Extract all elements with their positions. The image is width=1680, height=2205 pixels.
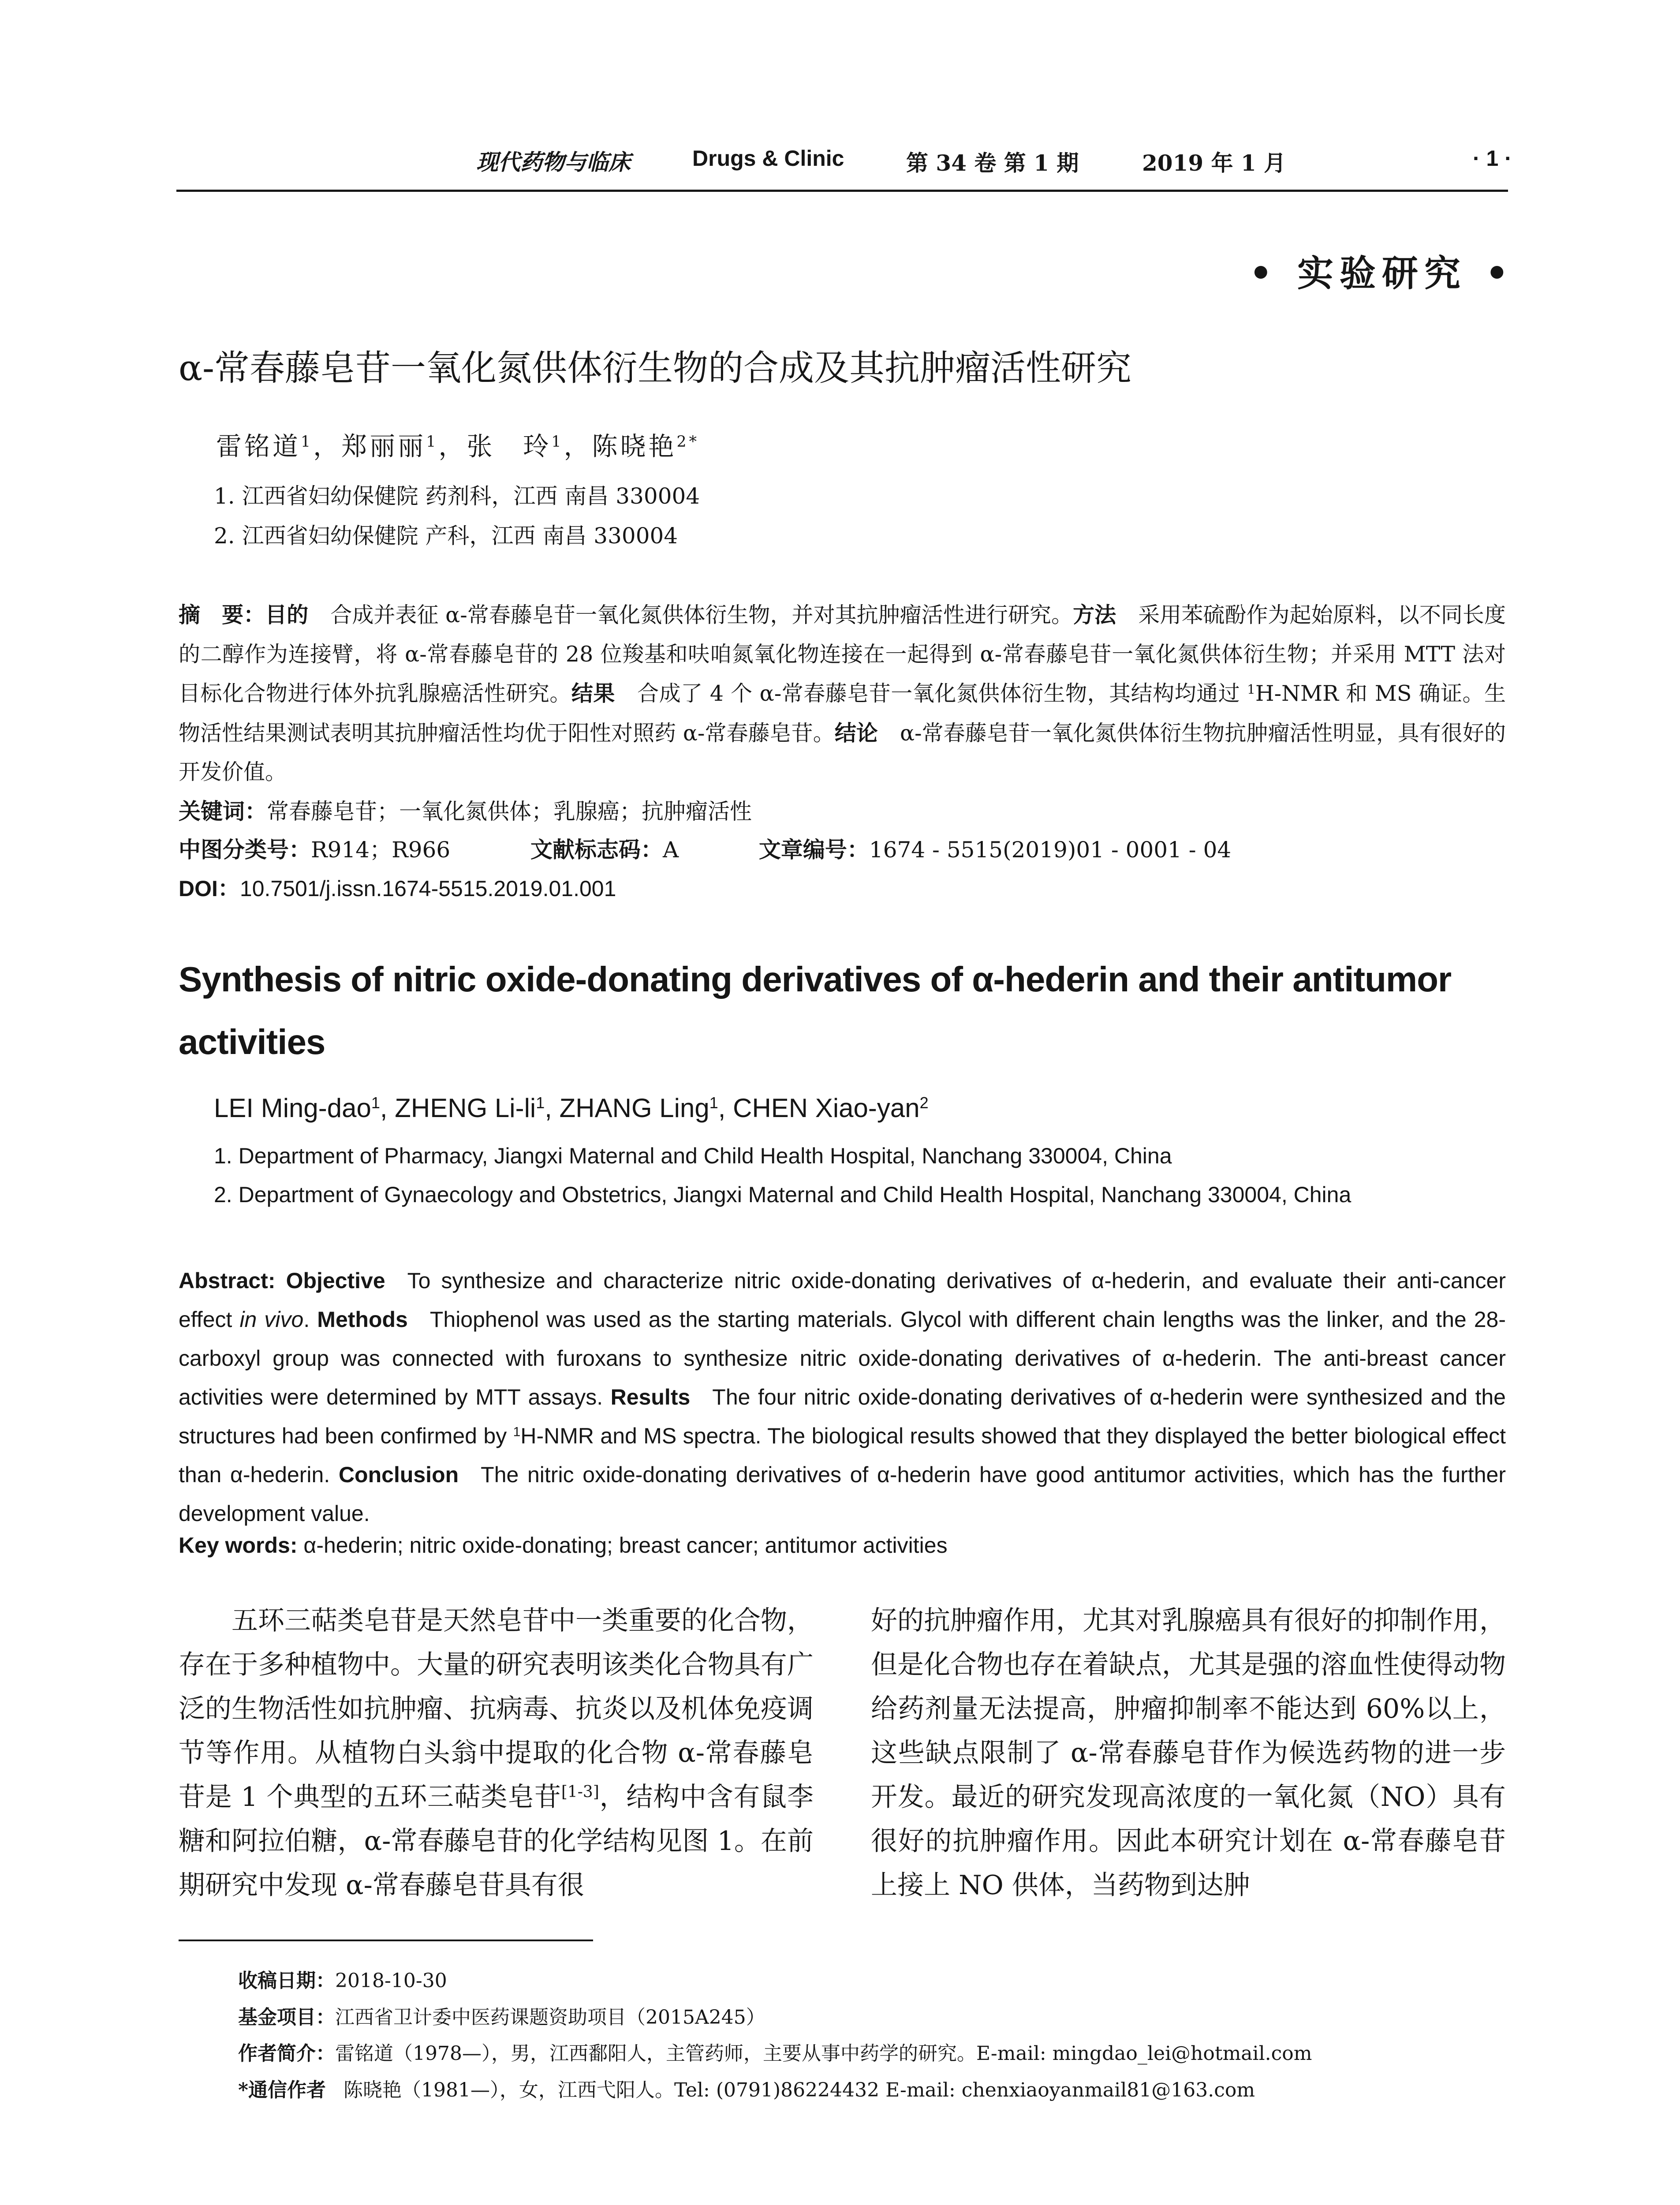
author-name: 雷铭道 bbox=[216, 431, 301, 461]
separator: , bbox=[380, 1093, 395, 1123]
affiliation-en: 1. Department of Pharmacy, Jiangxi Maternal and Child Health Hospital, Nanchang 330004, China bbox=[214, 1144, 1172, 1168]
footnote-label: *通信作者 bbox=[238, 2079, 326, 2101]
affiliation-mark: 2* bbox=[676, 433, 700, 451]
methods-text: 采用苯硫酚作为起始原料，以不同长度的二醇作为连接臂，将 α-常春藤皂苷的 28 位羧基和呋咱氮氧化物连接在一起得到 α-常春藤皂苷一氧化氮供体衍生物；并采用 MTT 法对目标化合物进行体外抗乳腺癌活性研究。 bbox=[179, 602, 1506, 706]
author-name: ZHANG Ling bbox=[559, 1093, 709, 1123]
clc-label: 中图分类号： bbox=[179, 837, 311, 863]
footnote-author-bio bbox=[238, 2037, 1312, 2066]
affiliation-mark: 2 bbox=[919, 1094, 929, 1112]
abstract-en bbox=[179, 1261, 1506, 1533]
affiliation-mark: 1 bbox=[371, 1094, 380, 1112]
footnote-label: 作者简介： bbox=[238, 2042, 335, 2065]
separator: ， bbox=[438, 431, 467, 461]
affiliation-mark: 1 bbox=[536, 1094, 545, 1112]
separator: , bbox=[718, 1093, 733, 1123]
citation-ref: [1-3] bbox=[561, 1783, 599, 1801]
section-label: • 实验研究 • bbox=[1249, 252, 1515, 295]
doc-code-value: A bbox=[662, 837, 679, 863]
author-name: 张 玲 bbox=[467, 431, 552, 461]
keywords-en bbox=[179, 1532, 948, 1558]
separator: ， bbox=[564, 431, 592, 461]
doi-value: 10.7501/j.issn.1674-5515.2019.01.001 bbox=[239, 876, 616, 901]
article-number-label: 文章编号： bbox=[758, 837, 869, 863]
methods-text: Thiophenol was used as the starting materials. Glycol with different chain lengths was the linker, and the 28-carboxyl group was connected with furoxans to synthesize nitric oxide-donating derivatives of α-hederin. The anti-breast cancer activities were determined by MTT assays. bbox=[179, 1307, 1506, 1409]
doc-code-label: 文献标志码： bbox=[530, 837, 663, 863]
footnote-label: 收稿日期： bbox=[238, 1970, 335, 1992]
objective-label: 目的 bbox=[265, 602, 309, 628]
objective-text: 合成并表征 α-常春藤皂苷一氧化氮供体衍生物，并对其抗肿瘤活性进行研究。 bbox=[330, 602, 1073, 628]
objective-label: Objective bbox=[286, 1268, 385, 1293]
results-label: 结果 bbox=[571, 680, 615, 706]
footnote-text: 江西省卫计委中医药课题资助项目（2015A245） bbox=[335, 2006, 765, 2029]
superscript: 1 bbox=[1247, 681, 1255, 697]
abstract-label: 摘 要： bbox=[179, 602, 265, 628]
article-number-value: 1674 - 5515(2019)01 - 0001 - 04 bbox=[869, 837, 1232, 863]
objective-text: . bbox=[303, 1307, 310, 1332]
author-list-cn bbox=[216, 426, 699, 463]
keywords-cn bbox=[179, 794, 752, 826]
affiliation-mark: 1 bbox=[709, 1094, 718, 1112]
page-number: · 1 · bbox=[1473, 146, 1512, 171]
footnote-received bbox=[238, 1965, 447, 1993]
article-title-cn: α-常春藤皂苷一氧化氮供体衍生物的合成及其抗肿瘤活性研究 bbox=[179, 348, 1132, 389]
objective-text: To synthesize and characterize nitric oxide-donating derivatives of α-hederin, and evaluate their anti-cancer effect bbox=[179, 1268, 1506, 1332]
separator: , bbox=[545, 1093, 560, 1123]
results-text: H-NMR 和 MS 确证。生物活性结果测试表明其抗肿瘤活性均优于阳性对照药 α-常春藤皂苷。 bbox=[179, 681, 1506, 746]
journal-name-cn: 现代药物与临床 bbox=[476, 149, 631, 175]
methods-label: Methods bbox=[317, 1307, 408, 1332]
body-text: 五环三萜类皂苷是天然皂苷中一类重要的化合物，存在于多种植物中。大量的研究表明该类化合物具有广泛的生物活性如抗肿瘤、抗病毒、抗炎以及机体免疫调节等作用。从植物白头翁中提取的化合物 α-常春藤皂苷是 1 个典型的五环三萜类皂苷 bbox=[179, 1605, 814, 1813]
issue-date: 2019 年 1 月 bbox=[1142, 150, 1286, 176]
footnote-text: 陈晓艳（1981—），女，江西弋阳人。Tel: (0791)86224432 E-mail: chenxiaoyanmail81@163.com bbox=[343, 2079, 1255, 2101]
author-name: ZHENG Li-li bbox=[395, 1093, 536, 1123]
classification-line bbox=[179, 832, 1231, 864]
footnote-fund bbox=[238, 2001, 765, 2029]
methods-label: 方法 bbox=[1073, 602, 1116, 628]
conclusion-text: The nitric oxide-donating derivatives of α-hederin have good antitumor activities, which has the further development value. bbox=[179, 1462, 1506, 1526]
results-text: The four nitric oxide-donating derivatives of α-hederin were synthesized and the structures had been confirmed by bbox=[179, 1385, 1506, 1448]
body-column-right: 好的抗肿瘤作用，尤其对乳腺癌具有很好的抑制作用，但是化合物也存在着缺点，尤其是强的溶血性使得动物给药剂量无法提高，肿瘤抑制率不能达到 60%以上，这些缺点限制了 α-常春藤皂苷作为候选药物的进一步开发。最近的研究发现高浓度的一氧化氮（NO）具有很好的抗肿瘤作用。因此本研究计划在 α-常春藤皂苷上接上 NO 供体，当药物到达肿 bbox=[871, 1605, 1506, 1901]
objective-italic: in vivo bbox=[239, 1307, 304, 1332]
affiliation-en: 2. Department of Gynaecology and Obstetrics, Jiangxi Maternal and Child Health Hospital, Nanchang 330004, China bbox=[214, 1182, 1351, 1207]
author-name: 陈晓艳 bbox=[592, 431, 677, 461]
footnote-text: 2018-10-30 bbox=[335, 1970, 447, 1992]
affiliation-mark: 1 bbox=[301, 433, 314, 451]
footnote-divider bbox=[179, 1940, 593, 1941]
author-name: CHEN Xiao-yan bbox=[733, 1093, 920, 1123]
footnote-corresponding bbox=[238, 2074, 1255, 2102]
superscript: 1 bbox=[513, 1424, 521, 1439]
journal-name-en: Drugs & Clinic bbox=[692, 146, 844, 171]
author-name: LEI Ming-dao bbox=[214, 1093, 371, 1123]
volume-issue: 第 34 卷 第 1 期 bbox=[906, 150, 1079, 176]
footnote-label: 基金项目： bbox=[238, 2006, 335, 2029]
keywords-text: α-hederin; nitric oxide-donating; breast cancer; antitumor activities bbox=[303, 1533, 948, 1558]
affiliation-mark: 1 bbox=[551, 433, 564, 451]
results-label: Results bbox=[610, 1385, 691, 1409]
separator: ， bbox=[313, 431, 342, 461]
abstract-cn bbox=[179, 595, 1506, 792]
keywords-label: 关键词： bbox=[179, 798, 267, 824]
conclusion-text: α-常春藤皂苷一氧化氮供体衍生物抗肿瘤活性明显，具有很好的开发价值。 bbox=[179, 720, 1506, 785]
keywords-text: 常春藤皂苷；一氧化氮供体；乳腺癌；抗肿瘤活性 bbox=[267, 799, 752, 824]
conclusion-label: 结论 bbox=[834, 720, 878, 746]
keywords-label: Key words: bbox=[179, 1533, 298, 1558]
author-name: 郑丽丽 bbox=[341, 431, 426, 461]
affiliation-cn: 1. 江西省妇幼保健院 药剂科，江西 南昌 330004 bbox=[214, 483, 700, 509]
doi-line bbox=[179, 871, 616, 903]
clc-value: R914；R966 bbox=[311, 837, 451, 863]
footnote-text: 雷铭道（1978—），男，江西鄱阳人，主管药师，主要从事中药学的研究。E-mail: mingdao_lei@hotmail.com bbox=[335, 2042, 1312, 2065]
author-list-en bbox=[214, 1093, 929, 1123]
body-column-left bbox=[179, 1599, 814, 1907]
running-header bbox=[176, 132, 1512, 192]
abstract-label: Abstract: bbox=[179, 1268, 276, 1293]
doi-label: DOI： bbox=[179, 876, 240, 901]
article-title-en: Synthesis of nitric oxide-donating derivatives of α-hederin and their antitumor activities bbox=[179, 960, 1452, 1061]
affiliation-cn: 2. 江西省妇幼保健院 产科，江西 南昌 330004 bbox=[214, 523, 678, 549]
conclusion-label: Conclusion bbox=[338, 1462, 459, 1487]
results-text: H-NMR and MS spectra. The biological results showed that they displayed the better biological effect than α-hederin. bbox=[179, 1424, 1506, 1487]
affiliation-mark: 1 bbox=[426, 433, 439, 451]
results-text: 合成了 4 个 α-常春藤皂苷一氧化氮供体衍生物，其结构均通过 bbox=[637, 681, 1247, 706]
body-text: ，结构中含有鼠李糖和阿拉伯糖，α-常春藤皂苷的化学结构见图 1。在前期研究中发现 α-常春藤皂苷具有很 bbox=[179, 1782, 814, 1901]
